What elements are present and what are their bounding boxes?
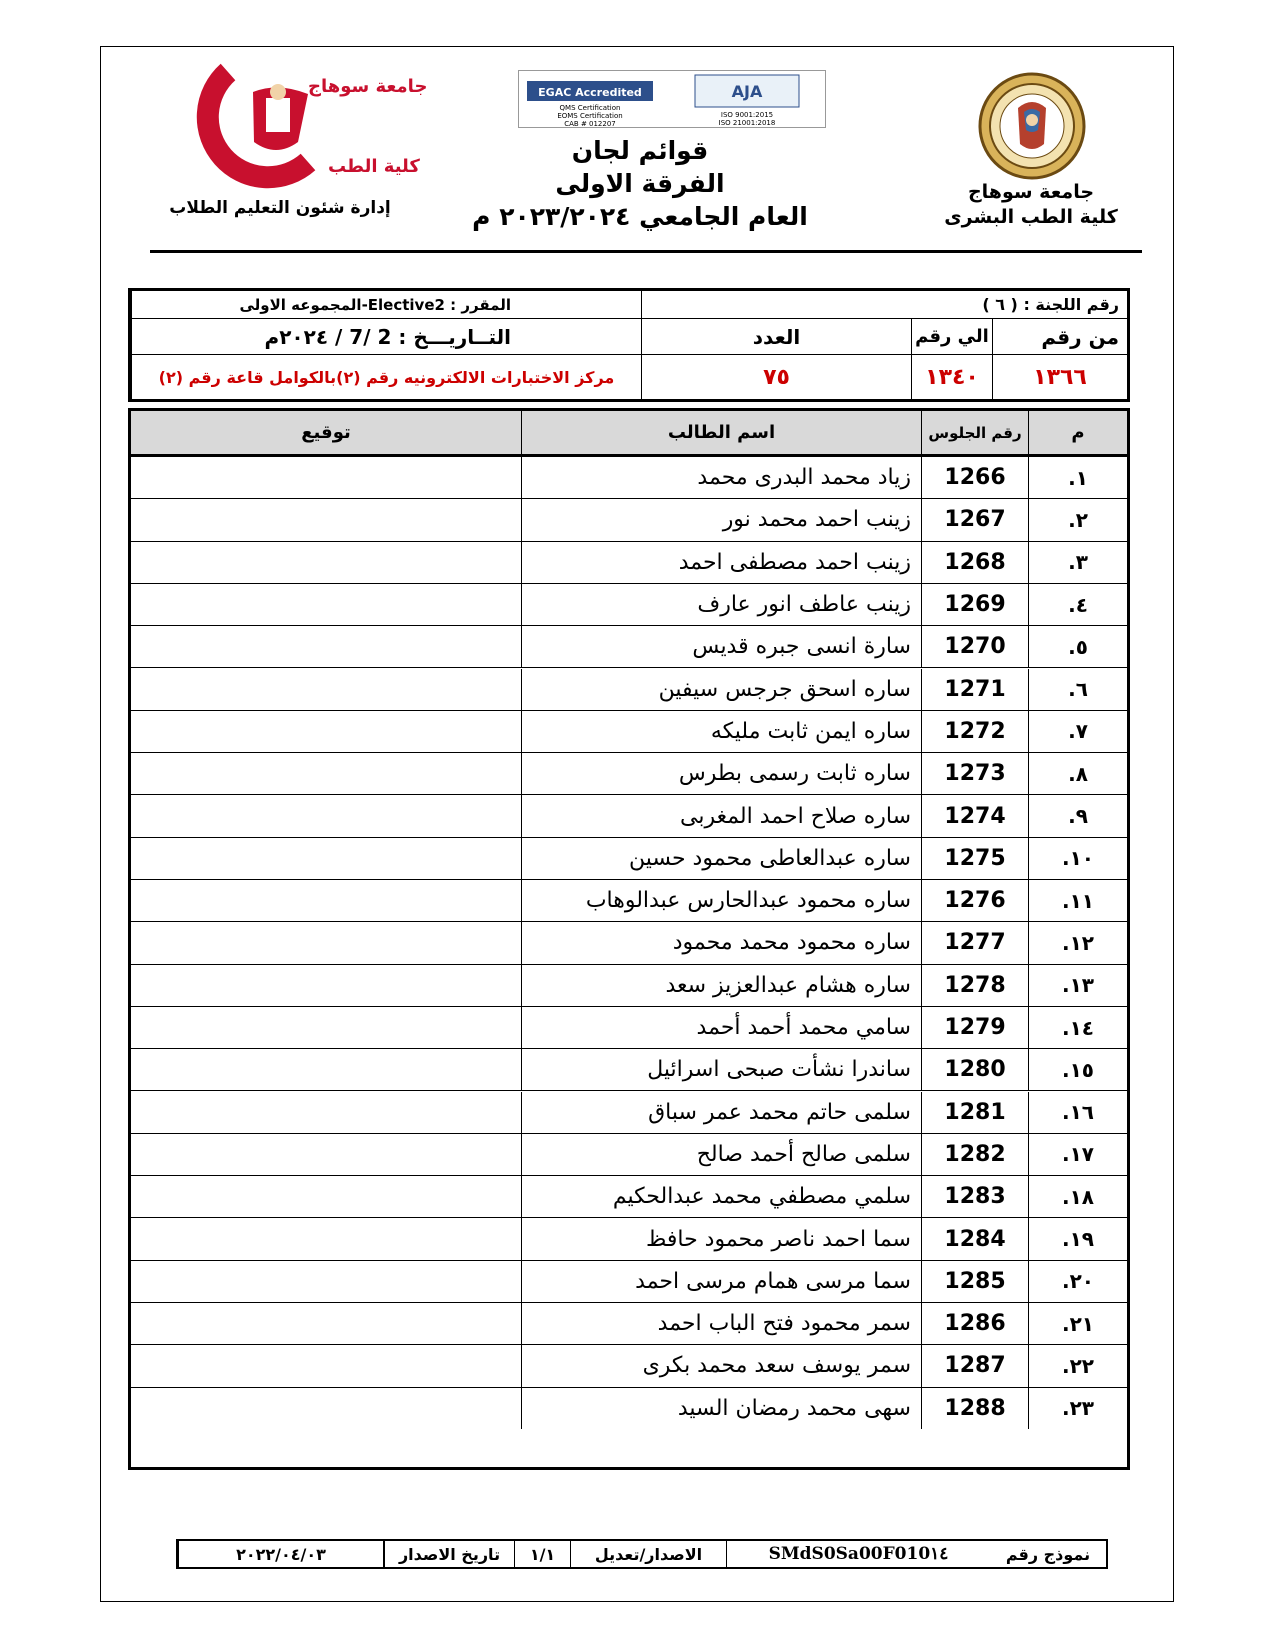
table-row xyxy=(131,1303,1127,1345)
cert-left-sub1: QMS Certification xyxy=(559,104,621,112)
students-table xyxy=(128,408,1130,1470)
row-student-name: ساره صلاح احمد المغربى xyxy=(521,795,921,836)
row-signature-cell xyxy=(131,922,521,963)
row-seat-number: 1287 xyxy=(921,1345,1029,1386)
row-index: ١. xyxy=(1068,465,1088,490)
row-seat-number: 1270 xyxy=(921,626,1029,667)
row-index: ١٢. xyxy=(1061,930,1095,955)
header-seat-number: رقم الجلوس xyxy=(921,411,1029,454)
issue-date-label: تاريخ الاصدار xyxy=(384,1541,514,1567)
row-signature-cell xyxy=(131,626,521,667)
row-index: ٢٣. xyxy=(1061,1396,1095,1421)
department-name: إدارة شئون التعليم الطلاب xyxy=(169,198,391,218)
row-index: ٩. xyxy=(1068,804,1088,829)
table-row xyxy=(131,753,1127,795)
row-student-name: سلمي مصطفي محمد عبدالحكيم xyxy=(521,1176,921,1217)
row-seat-number: 1275 xyxy=(921,838,1029,879)
cert-left-sub3: CAB # 012207 xyxy=(564,120,616,128)
row-index: ٥. xyxy=(1068,634,1088,659)
title-line-3: العام الجامعي ٢٠٢٣/٢٠٢٤ م xyxy=(472,202,808,231)
version-label: الاصدار/تعديل xyxy=(570,1541,726,1567)
header-signature: توقيع xyxy=(301,422,351,443)
table-row xyxy=(131,669,1127,711)
table-header xyxy=(131,411,1127,457)
row-student-name: سمر يوسف سعد محمد بكرى xyxy=(521,1345,921,1386)
table-row xyxy=(131,499,1127,541)
row-index: ٢. xyxy=(1068,507,1088,532)
committee-info-table xyxy=(128,288,1130,402)
exam-location: مركز الاختبارات الالكترونيه رقم (٢)بالكوامل قاعة رقم (٢) xyxy=(131,355,641,399)
row-student-name: سمر محمود فتح الباب احمد xyxy=(521,1303,921,1344)
row-signature-cell xyxy=(131,1007,521,1048)
committee-blank-cell xyxy=(641,291,911,319)
row-student-name: سلمى حاتم محمد عمر سباق xyxy=(521,1092,921,1133)
row-seat-number: 1283 xyxy=(921,1176,1029,1217)
row-student-name: زينب احمد مصطفى احمد xyxy=(521,542,921,583)
row-index: ١٦. xyxy=(1061,1100,1095,1125)
row-student-name: سما مرسى همام مرسى احمد xyxy=(521,1261,921,1302)
to-label: الي رقم xyxy=(911,319,993,355)
table-row xyxy=(131,1007,1127,1049)
certification-logos xyxy=(518,70,826,128)
row-seat-number: 1267 xyxy=(921,499,1029,540)
row-index: ٣. xyxy=(1068,550,1088,575)
logo-left-top-text: جامعة سوهاج xyxy=(308,76,428,97)
row-seat-number: 1268 xyxy=(921,542,1029,583)
university-seal-logo xyxy=(978,72,1086,180)
row-seat-number: 1274 xyxy=(921,795,1029,836)
row-signature-cell xyxy=(131,499,521,540)
row-seat-number: 1266 xyxy=(921,457,1029,498)
version-value: ١/١ xyxy=(514,1541,570,1567)
logo-left-bottom-text: كلية الطب xyxy=(328,156,420,177)
row-signature-cell xyxy=(131,1261,521,1302)
from-value: ١٣٦٦ xyxy=(1033,364,1087,390)
row-index: ٧. xyxy=(1068,719,1088,744)
row-signature-cell xyxy=(131,711,521,752)
row-signature-cell xyxy=(131,542,521,583)
row-signature-cell xyxy=(131,795,521,836)
row-index: ١٣. xyxy=(1061,973,1095,998)
table-row xyxy=(131,922,1127,964)
row-signature-cell xyxy=(131,1218,521,1259)
count-value: ٧٥ xyxy=(641,355,911,399)
table-row xyxy=(131,626,1127,668)
row-index: ٨. xyxy=(1068,761,1088,786)
row-student-name: ساره ثابت رسمى بطرس xyxy=(521,753,921,794)
table-row xyxy=(131,795,1127,837)
table-row xyxy=(131,965,1127,1007)
row-signature-cell xyxy=(131,1092,521,1133)
row-seat-number: 1286 xyxy=(921,1303,1029,1344)
row-seat-number: 1288 xyxy=(921,1388,1029,1429)
row-seat-number: 1284 xyxy=(921,1218,1029,1259)
row-seat-number: 1276 xyxy=(921,880,1029,921)
table-row xyxy=(131,1134,1127,1176)
table-row xyxy=(131,584,1127,626)
table-row xyxy=(131,880,1127,922)
row-student-name: زياد محمد البدرى محمد xyxy=(521,457,921,498)
header-index: م xyxy=(1071,422,1085,443)
row-student-name: زينب عاطف انور عارف xyxy=(521,584,921,625)
exam-date: التــاريـــخ : 2 /7 / ٢٠٢٤م xyxy=(131,319,641,355)
row-signature-cell xyxy=(131,1345,521,1386)
row-student-name: سارة انسى جبره قديس xyxy=(521,626,921,667)
row-index: ٦. xyxy=(1068,677,1088,702)
title-block xyxy=(430,134,850,233)
university-name: جامعة سوهاج xyxy=(967,181,1095,203)
title-line-2: الفرقة الاولى xyxy=(555,169,725,198)
row-signature-cell xyxy=(131,1176,521,1217)
row-student-name: ساره عبدالعاطى محمود حسين xyxy=(521,838,921,879)
row-seat-number: 1281 xyxy=(921,1092,1029,1133)
row-student-name: ساره اسحق جرجس سيفين xyxy=(521,669,921,710)
row-signature-cell xyxy=(131,584,521,625)
table-row xyxy=(131,1176,1127,1218)
row-signature-cell xyxy=(131,457,521,498)
count-label: العدد xyxy=(641,319,911,355)
row-student-name: سما احمد ناصر محمود حافظ xyxy=(521,1218,921,1259)
row-signature-cell xyxy=(131,880,521,921)
table-row xyxy=(131,1388,1127,1430)
row-signature-cell xyxy=(131,838,521,879)
cert-right-sub1: ISO 9001:2015 xyxy=(720,111,774,119)
row-seat-number: 1273 xyxy=(921,753,1029,794)
row-index: ١٨. xyxy=(1061,1184,1095,1209)
row-index: ١٩. xyxy=(1061,1227,1095,1252)
form-footer xyxy=(176,1539,1108,1569)
row-seat-number: 1269 xyxy=(921,584,1029,625)
title-line-1: قوائم لجان xyxy=(571,136,709,165)
header-divider xyxy=(150,250,1142,253)
row-seat-number: 1277 xyxy=(921,922,1029,963)
row-index: ١٥. xyxy=(1061,1057,1095,1082)
table-row xyxy=(131,1261,1127,1303)
cert-left-sub2: EOMS Certification xyxy=(557,112,623,120)
row-student-name: ساره محمود محمد محمود xyxy=(521,922,921,963)
row-seat-number: 1285 xyxy=(921,1261,1029,1302)
row-seat-number: 1279 xyxy=(921,1007,1029,1048)
course-name: المقرر : Elective2-المجموعه الاولى xyxy=(131,291,641,319)
table-row xyxy=(131,457,1127,499)
row-index: ١١. xyxy=(1061,888,1095,913)
faculty-name: كلية الطب البشرى xyxy=(944,206,1118,228)
row-signature-cell xyxy=(131,1303,521,1344)
row-student-name: ساره ايمن ثابت مليكه xyxy=(521,711,921,752)
row-signature-cell xyxy=(131,965,521,1006)
faculty-logo xyxy=(158,62,428,180)
row-signature-cell xyxy=(131,753,521,794)
row-index: ٤. xyxy=(1068,592,1088,617)
from-label: من رقم xyxy=(993,319,1127,355)
row-seat-number: 1271 xyxy=(921,669,1029,710)
table-row xyxy=(131,711,1127,753)
row-student-name: سهى محمد رمضان السيد xyxy=(521,1388,921,1429)
row-index: ١٤. xyxy=(1061,1015,1095,1040)
row-student-name: زينب احمد محمد نور xyxy=(521,499,921,540)
row-seat-number: 1278 xyxy=(921,965,1029,1006)
row-signature-cell xyxy=(131,1134,521,1175)
table-row xyxy=(131,1345,1127,1387)
row-signature-cell xyxy=(131,1049,521,1090)
form-number-label: نموذج رقم xyxy=(1005,1544,1091,1564)
table-row xyxy=(131,1049,1127,1091)
row-student-name: ساره محمود عبدالحارس عبدالوهاب xyxy=(521,880,921,921)
row-index: ١٠. xyxy=(1061,846,1095,871)
row-index: ٢١. xyxy=(1061,1311,1095,1336)
row-student-name: سلمى صالح أحمد صالح xyxy=(521,1134,921,1175)
to-value: ١٣٤٠ xyxy=(911,355,993,399)
header-student-name: اسم الطالب xyxy=(521,411,921,454)
cert-right-sub2: ISO 21001:2018 xyxy=(718,119,776,127)
cert-left-title: EGAC Accredited xyxy=(538,86,642,99)
table-row xyxy=(131,1218,1127,1260)
table-row xyxy=(131,838,1127,880)
row-index: ٢٢. xyxy=(1061,1353,1095,1378)
row-student-name: ساره هشام عبدالعزيز سعد xyxy=(521,965,921,1006)
row-index: ٢٠. xyxy=(1061,1269,1095,1294)
row-student-name: ساندرا نشأت صبحى اسرائيل xyxy=(521,1049,921,1090)
row-seat-number: 1272 xyxy=(921,711,1029,752)
issue-date-value: ٢٠٢٢/٠٤/٠٣ xyxy=(178,1541,384,1567)
row-index: ١٧. xyxy=(1061,1142,1095,1167)
row-signature-cell xyxy=(131,1388,521,1429)
table-row xyxy=(131,1092,1127,1134)
committee-number: رقم اللجنة : ( ٦ ) xyxy=(911,291,1127,319)
row-student-name: سامي محمد أحمد أحمد xyxy=(521,1007,921,1048)
cert-right-title: AJA xyxy=(731,82,763,101)
row-seat-number: 1282 xyxy=(921,1134,1029,1175)
row-seat-number: 1280 xyxy=(921,1049,1029,1090)
form-number-value: SMdS0Sa00F010١٤ xyxy=(726,1541,990,1567)
university-block xyxy=(900,180,1162,230)
row-signature-cell xyxy=(131,669,521,710)
table-row xyxy=(131,542,1127,584)
